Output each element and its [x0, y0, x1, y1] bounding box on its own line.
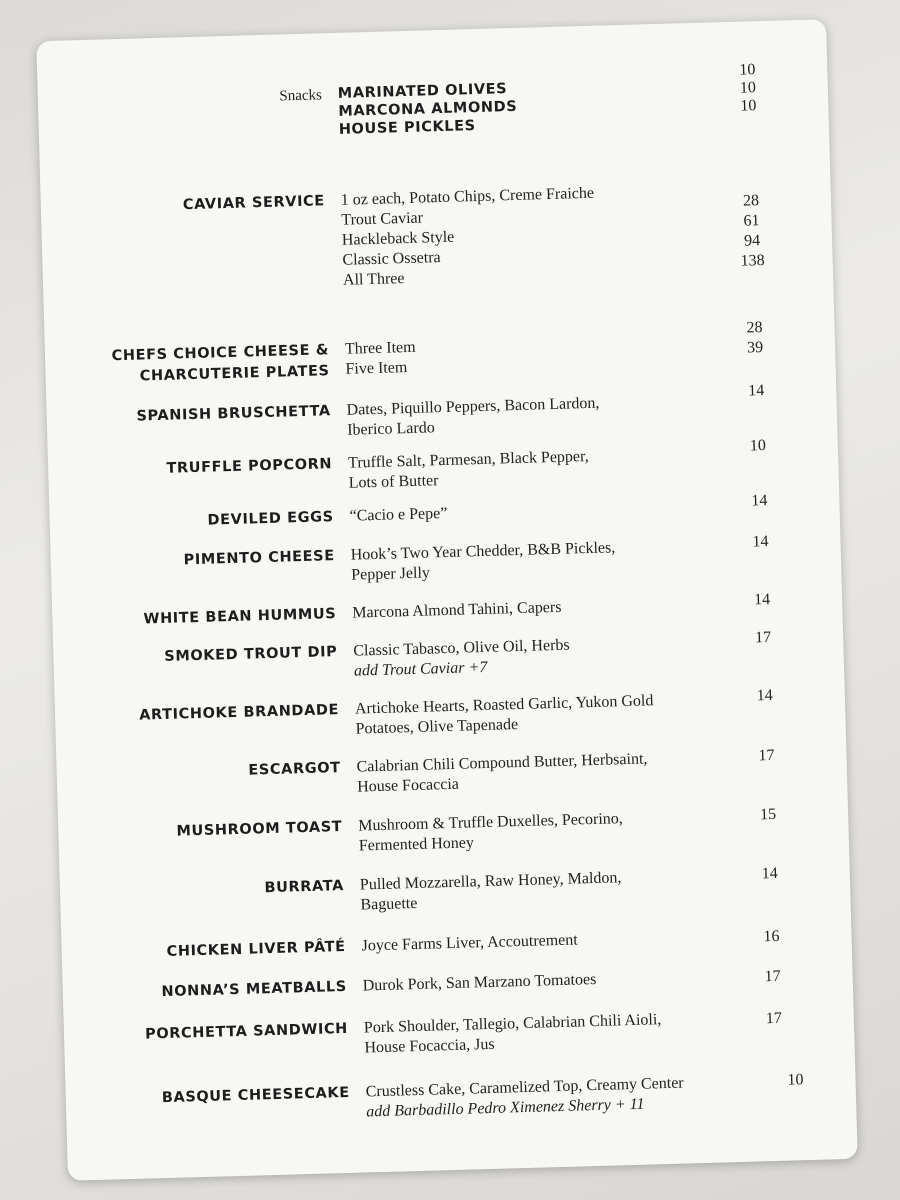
- item-name: ESCARGOT: [248, 760, 341, 779]
- menu-item: [48, 437, 838, 492]
- add-on-note: add Barbadillo Pedro Ximenez Sherry + 11: [366, 1095, 645, 1121]
- description-line: Potatoes, Olive Tapenade: [355, 716, 519, 738]
- item-price: 14: [761, 864, 778, 883]
- description-line: Pepper Jelly: [351, 564, 431, 584]
- description-line: Joyce Farms Liver, Accoutrement: [361, 931, 578, 955]
- item-name: MUSHROOM TOAST: [176, 819, 343, 840]
- item-description: [350, 533, 791, 585]
- description-line: Fermented Honey: [358, 834, 475, 855]
- item-name: PORCHETTA SANDWICH: [144, 1020, 349, 1043]
- menu-item: [63, 963, 853, 1001]
- item-name: [111, 340, 329, 388]
- menu-item: [64, 1005, 854, 1057]
- item-description: [365, 1070, 806, 1122]
- menu-item: [56, 744, 846, 796]
- description-line: All Three: [342, 270, 405, 289]
- price-list: [721, 191, 783, 273]
- add-on-note: add Trout Caviar +7: [353, 658, 488, 680]
- item-description: [352, 591, 792, 623]
- item-description: [362, 964, 802, 996]
- price-list: [724, 317, 785, 359]
- item-description: [348, 441, 789, 493]
- description-line: Five Item: [345, 359, 408, 378]
- item-description: [353, 629, 794, 681]
- item-name: ARTICHOKE BRANDADE: [138, 702, 340, 724]
- item-description: [355, 687, 796, 739]
- menu-item: [58, 803, 848, 855]
- description-line: Classic Tabasco, Olive Oil, Herbs: [353, 636, 570, 660]
- description-line: Pork Shoulder, Tallegio, Calabrian Chili Aioli,: [363, 1011, 662, 1037]
- menu-item-caviar: [41, 177, 831, 289]
- item-description: [341, 179, 784, 291]
- item-price: 15: [759, 805, 777, 824]
- description-line: House Focaccia, Jus: [364, 1035, 495, 1057]
- description-line: Calabrian Chili Compound Butter, Herbsaint,: [356, 750, 648, 776]
- item-price: 138: [740, 252, 765, 270]
- description-line: Trout Caviar: [341, 209, 424, 229]
- menu-item: [55, 686, 845, 738]
- section-label: Snacks: [279, 87, 323, 105]
- item-description: [358, 804, 799, 856]
- description-line: House Focaccia: [356, 775, 460, 796]
- menu-item-cheese-plates: [45, 319, 835, 385]
- item-name-line: CHEFS CHOICE CHEESE &: [111, 342, 330, 365]
- item-price: 10: [739, 79, 757, 97]
- description-line: Hook’s Two Year Chedder, B&B Pickles,: [350, 539, 616, 564]
- item-name: MARCONA ALMONDS: [338, 98, 518, 120]
- menu-item: [53, 628, 843, 680]
- item-price: 28: [742, 192, 760, 210]
- item-price: 17: [764, 967, 781, 986]
- item-name: MARINATED OLIVES: [337, 81, 508, 102]
- description-line: Iberico Lardo: [346, 419, 435, 439]
- item-price: 14: [752, 533, 769, 551]
- description-line: Marcona Almond Tahini, Capers: [352, 598, 562, 622]
- item-description: [361, 924, 801, 956]
- description-line: Durok Pork, San Marzano Tomatoes: [362, 970, 597, 995]
- item-price: 14: [753, 590, 771, 609]
- item-name: BASQUE CHEESECAKE: [161, 1084, 350, 1107]
- menu-item: [61, 923, 851, 960]
- item-price: 17: [758, 746, 775, 765]
- item-name: TRUFFLE POPCORN: [166, 456, 333, 477]
- item-price: 17: [765, 1009, 783, 1028]
- item-description: [349, 494, 789, 526]
- menu-item: [51, 532, 841, 584]
- item-name: CHICKEN LIVER PÂTÉ: [166, 938, 346, 960]
- item-name: WHITE BEAN HUMMUS: [143, 606, 337, 628]
- description-line: Crustless Cake, Caramelized Top, Creamy Center: [365, 1074, 684, 1101]
- item-name: DEVILED EGGS: [207, 509, 334, 529]
- item-price: 16: [763, 927, 780, 946]
- item-description: [346, 388, 787, 440]
- item-name: SMOKED TROUT DIP: [164, 644, 338, 665]
- item-price: 10: [740, 97, 757, 115]
- description-line: Dates, Piquillo Peppers, Bacon Lardon,: [346, 394, 600, 419]
- item-price: 61: [743, 212, 760, 230]
- description-line: Truffle Salt, Parmesan, Black Pepper,: [347, 447, 589, 472]
- item-list: [338, 73, 779, 139]
- menu-item: [52, 590, 842, 628]
- item-price: 10: [787, 1071, 804, 1089]
- item-description: [360, 863, 801, 915]
- item-name: NONNA’S MEATBALLS: [161, 978, 347, 1001]
- item-price: 14: [751, 492, 768, 510]
- menu-item: [66, 1069, 856, 1121]
- item-price: 39: [746, 339, 764, 357]
- item-description: [356, 745, 797, 797]
- price-list: [717, 61, 778, 117]
- item-name: HOUSE PICKLES: [338, 118, 476, 138]
- item-name: SPANISH BRUSCHETTA: [136, 403, 331, 425]
- item-price: 28: [746, 319, 763, 337]
- description-line: Classic Ossetra: [342, 249, 441, 269]
- menu-item: [49, 492, 839, 529]
- item-price: 14: [748, 382, 765, 400]
- menu-section-snacks: [38, 61, 828, 138]
- description-line: Three Item: [344, 338, 416, 358]
- description-line: Lots of Butter: [348, 472, 439, 492]
- description-line: “Cacio e Pepe”: [349, 504, 448, 525]
- description-line: 1 oz each, Potato Chips, Creme Fraiche: [340, 184, 595, 209]
- item-price: 17: [754, 628, 772, 647]
- menu-card: [36, 19, 858, 1181]
- item-name: PIMENTO CHEESE: [183, 548, 335, 569]
- description-line: Mushroom & Truffle Duxelles, Pecorino,: [358, 810, 624, 835]
- description-line: Pulled Mozzarella, Raw Honey, Maldon,: [359, 869, 622, 894]
- menu-item: [47, 382, 837, 439]
- item-price: 10: [749, 437, 767, 455]
- item-name: CAVIAR SERVICE: [182, 193, 326, 214]
- description-line: Baguette: [360, 894, 418, 914]
- item-name-line: CHARCUTERIE PLATES: [139, 363, 330, 385]
- item-price: 94: [743, 232, 761, 250]
- item-price: 10: [739, 61, 756, 79]
- item-name: BURRATA: [264, 877, 345, 897]
- item-description: [345, 327, 786, 379]
- description-line: Hackleback Style: [341, 228, 455, 249]
- item-price: 14: [756, 686, 774, 705]
- item-description: [364, 1006, 805, 1058]
- description-line: Artichoke Hearts, Roasted Garlic, Yukon Gold: [354, 692, 654, 718]
- menu-item: [60, 862, 850, 914]
